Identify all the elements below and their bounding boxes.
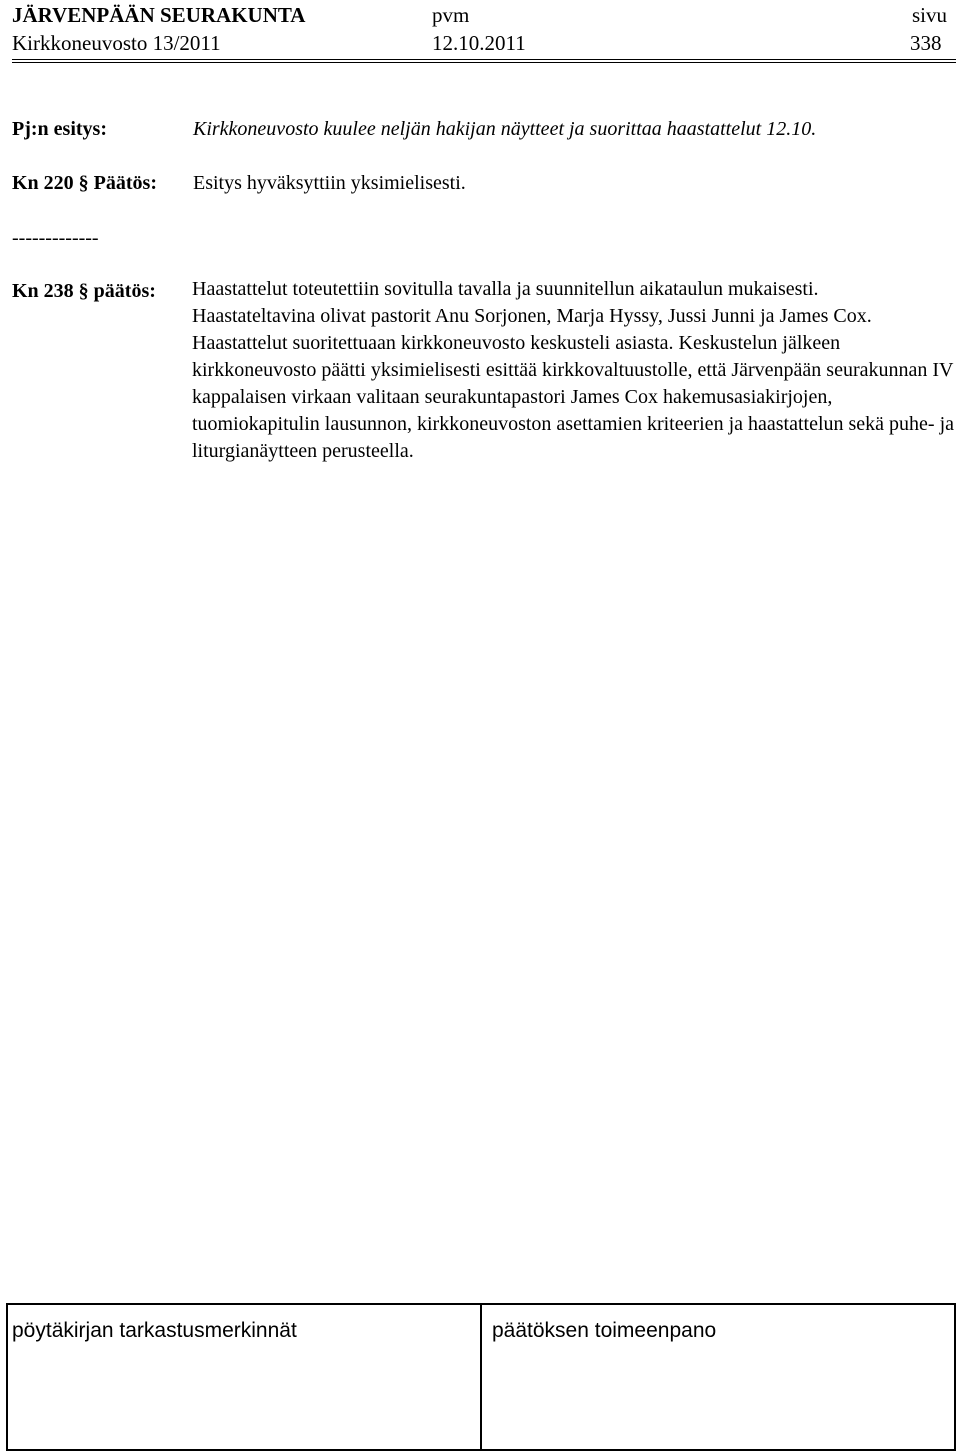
decision-238-line-1: Haastattelut toteutettiin sovitulla tavalla ja suunnitellun aikataulun mukaisesti. xyxy=(192,278,819,300)
implementation-label: päätöksen toimeenpano xyxy=(492,1319,717,1342)
pvm-label: pvm xyxy=(432,3,470,27)
sivu-label: sivu xyxy=(912,3,948,27)
proposal-label: Pj:n esitys: xyxy=(12,118,107,140)
meeting-title: Kirkkoneuvosto 13/2011 xyxy=(12,31,221,55)
decision-220-label: Kn 220 § Päätös: xyxy=(12,172,157,194)
meeting-date: 12.10.2011 xyxy=(432,31,526,55)
page-number: 338 xyxy=(910,31,942,55)
decision-238-para-2: Haastateltavina olivat pastorit Anu Sorjonen, Marja Hyssy, Jussi Junni ja James Cox. xyxy=(192,305,872,327)
decision-238-para-3: Haastattelut suoritettuaan kirkkoneuvosto keskusteli asiasta. Keskustelun jälkeen kirkkoneuvosto päätti yksimielisesti esittää kirkkovaltuustolle, että Järvenpään seurakunnan IV kappalaisen virkaan valitaan seurakuntapastori James Cox hakemusasiakirjojen, tuomiokapitulin lausunnon, kirkkoneuvoston asettamien kriteerien ja haastattelun sekä puhe- ja liturgianäytteen perusteella. xyxy=(192,332,955,462)
separator: ------------- xyxy=(12,227,99,249)
review-notes-label: pöytäkirjan tarkastusmerkinnät xyxy=(12,1319,297,1342)
org-name: JÄRVENPÄÄN SEURAKUNTA xyxy=(12,3,306,27)
footer-box xyxy=(6,1303,956,1451)
decision-238-label: Kn 238 § päätös: xyxy=(12,280,156,302)
proposal-text: Kirkkoneuvosto kuulee neljän hakijan näytteet ja suorittaa haastattelut 12.10. xyxy=(193,118,817,140)
decision-238-body xyxy=(192,276,956,465)
header-rule xyxy=(12,59,956,63)
footer-divider xyxy=(480,1305,482,1449)
decision-220-text: Esitys hyväksyttiin yksimielisesti. xyxy=(193,172,466,194)
